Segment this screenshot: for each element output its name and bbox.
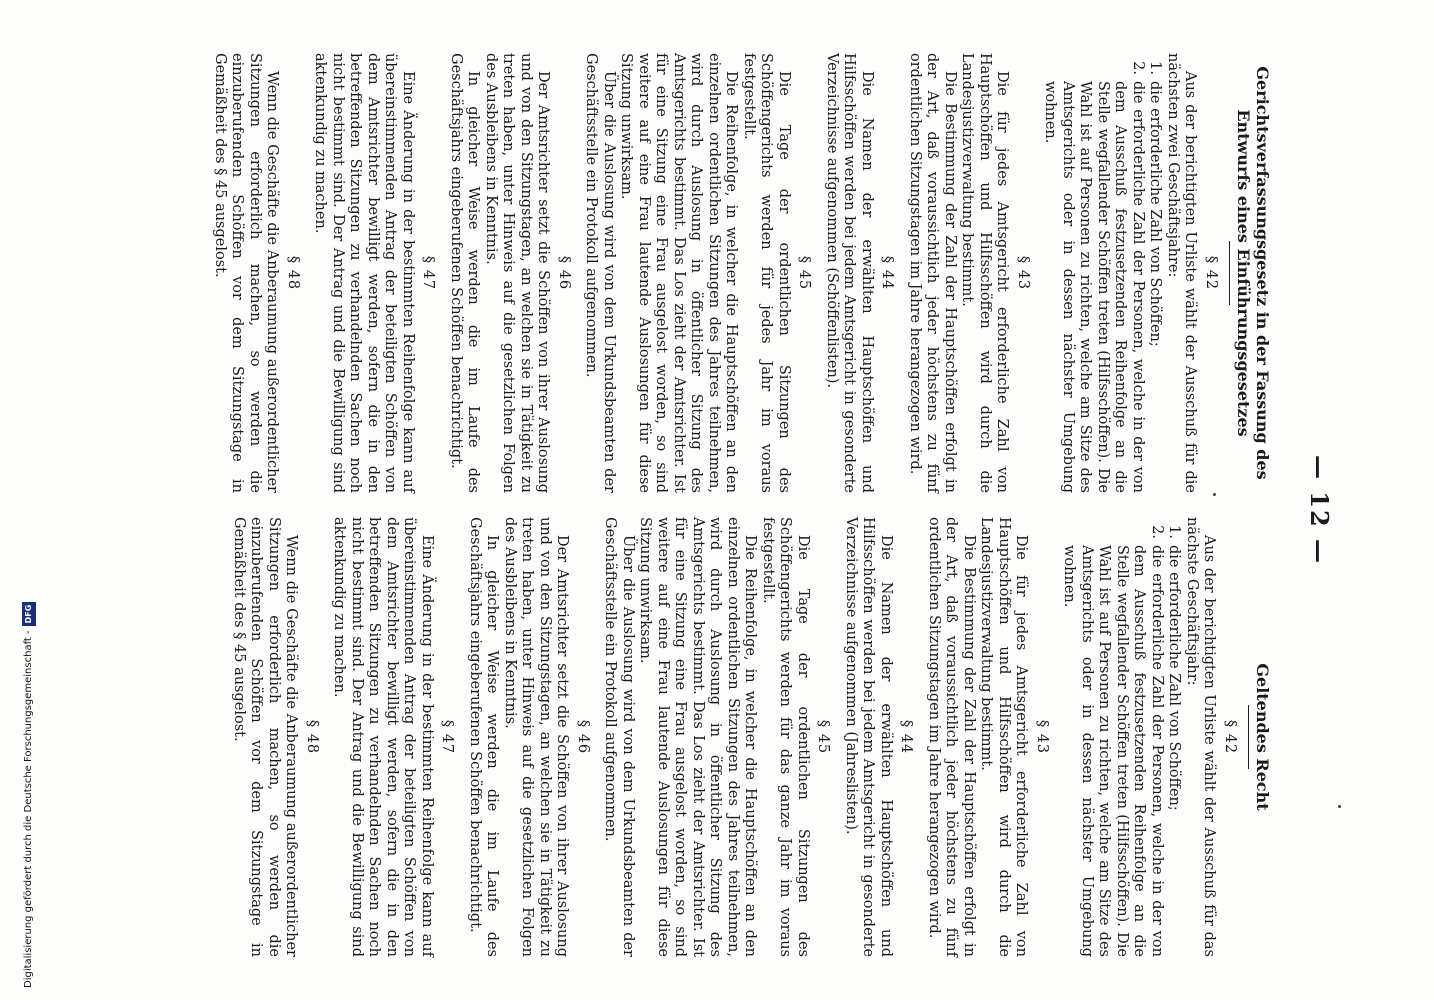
section-paragraph: Die für jedes Amtsgericht erforderliche Zahl von Hauptschöffen und Hilfsschöffen wird durch die Landesjustizverwaltung bestimmt. xyxy=(959,53,1011,493)
dfg-logo: DFG xyxy=(22,602,36,627)
section-block xyxy=(601,517,832,957)
section-block xyxy=(466,517,592,957)
section-block xyxy=(1041,53,1219,493)
section-paragraph: Die für jedes Amtsgericht erforderliche Zahl von Hauptschöffen und Hilfsschöffen wird durch die Landesjustizverwaltung bestimmt. xyxy=(978,517,1030,957)
section-paragraph: Der Amtsrichter setzt die Schöffen von ihrer Auslosung und von den Sitzungstagen, an welchen sie in Tätigkeit zu treten haben, unter Hinweis auf die gesetzlichen Folgen des Ausbleibens in Kenntnis. xyxy=(502,517,571,957)
section-paragraph: Aus der berichtigten Urliste wählt der Ausschuß für die nächsten zwei Geschäftsjahre: xyxy=(1165,53,1199,493)
section-block xyxy=(823,53,896,493)
section-paragraph: Die Tage der ordentlichen Sitzungen des Schöffengerichts werden für jedes Jahr im voraus festgestellt. xyxy=(741,53,792,493)
section-paragraph: Die Reihenfolge, in welcher die Hauptschöffen an den einzelnen ordentlichen Sitzungen des Jahres teilnehmen, wird durch Auslosung in öffentlicher Sitzung des Amtsgerichts bestimmt. Das Los zieht der Amtsrichter. Ist für eine Sitzung eine Frau ausgelost worden, so sind weitere auf eine Frau lautende Auslosungen für diese Sitzung unwirksam. xyxy=(637,517,759,957)
section-title: § 48 xyxy=(285,255,301,291)
numbered-list xyxy=(1041,53,1164,493)
list-item-text: die erforderliche Zahl der Personen, welche in der von dem Ausschuß festzusetzenden Reihenfolge an die Stelle wegfallender Schöffen treten (Hilfsschöffen). Die Wahl ist auf Personen zu richten, welche am Sitze des Amtsgerichts oder in dessen nächster Umgebung wohnen. xyxy=(1042,81,1146,493)
list-item xyxy=(1041,53,1146,493)
section-paragraph: Eine Änderung in der bestimmten Reihenfolge kann auf übereinstimmenden Antrag der beteiligten Schöffen von dem Amtsrichter bewilligt werden, sofern die in den betreffenden Sitzungen zu verhandelnden Sachen noch nicht bestimmt sind. Der Antrag und die Bewilligung sind aktenkundig zu machen. xyxy=(331,517,435,957)
section-title: § 46 xyxy=(575,719,591,755)
list-item xyxy=(1165,517,1183,957)
section-paragraph: Die Namen der erwählten Hauptschöffen und Hilfsschöffen werden bei jedem Amtsgericht in gesonderte Verzeichnisse aufgenommen (Jahreslisten). xyxy=(843,517,894,957)
list-item-number: 1. xyxy=(1166,525,1183,539)
section-title: § 44 xyxy=(879,255,896,291)
digitization-credit xyxy=(22,602,36,988)
section-paragraph: Die Reihenfolge, in welcher die Hauptschöffen an den einzelnen ordentlichen Sitzungen des Jahres teilnehmen, wird durch Auslosung in öffentlicher Sitzung des Amtsgerichts bestimmt. Das Los zieht der Amtsrichter. Ist für eine Sitzung eine Frau ausgelost worden, so sind weitere auf eine Frau lautende Auslosungen für diese Sitzung unwirksam. xyxy=(618,53,740,493)
section-paragraph: Der Amtsrichter setzt die Schöffen von ihrer Auslosung und von den Sitzungstagen, an welchen sie in Tätigkeit zu treten haben, unter Hinweis auf die gesetzlichen Folgen des Ausbleibens in Kenntnis. xyxy=(483,53,552,493)
heading-rule xyxy=(1229,241,1230,305)
section-paragraph: Die Bestimmung der Zahl der Hauptschöffen erfolgt in der Art, daß voraussichtlich jeder höchstens zu fünf ordentlichen Sitzungstagen im Jahre herangezogen wird. xyxy=(907,53,958,493)
section-block xyxy=(447,53,573,493)
section-paragraph: Über die Auslosung wird von dem Urkundsbeamten der Geschäftsstelle ein Protokoll aufgenommen. xyxy=(583,53,617,493)
list-item-number: 2. xyxy=(1149,525,1165,539)
right-column-current-law xyxy=(230,517,1273,957)
rotated-document-sheet xyxy=(94,35,1334,985)
list-item-text: die erforderliche Zahl der Personen, welche in der von dem Ausschuß festzusetzenden Reihenfolge an die Stelle wegfallender Schöffen treten (Hilfsschöffen). Die Wahl ist auf Personen zu richten, welche am Sitze des Amtsgerichts oder in dessen nächster Umgebung wohnen. xyxy=(1061,545,1165,957)
section-paragraph: Wenn die Geschäfte die Anberaumung außerordentlicher Sitzungen erforderlich machen, so werden die einzuberufenden Schöffen vor dem Sitzungstage in Gemäßheit des § 45 ausgelost. xyxy=(212,53,281,493)
numbered-list xyxy=(1060,517,1183,957)
list-item-text: die erforderliche Zahl von Schöffen; xyxy=(1166,545,1183,811)
section-title: § 44 xyxy=(898,719,915,755)
section-paragraph: Die Tage der ordentlichen Sitzungen des Schöffengerichts werden für das ganze Jahr im voraus festgestellt. xyxy=(760,517,811,957)
section-title: § 47 xyxy=(420,255,437,291)
right-sections xyxy=(230,517,1239,957)
heading-rule xyxy=(1248,705,1249,769)
section-title: § 47 xyxy=(439,719,456,755)
section-block xyxy=(230,517,321,957)
section-title: § 42 xyxy=(1203,255,1219,291)
section-paragraph: In gleicher Weise werden die im Laufe des Geschäftsjahrs eingeberufenen Schöffen benachrichtigt. xyxy=(448,53,482,493)
section-title: § 45 xyxy=(815,719,832,755)
credit-text: Digitalisierung gefördert durch die Deutsche Forschungsgemeinschaft - xyxy=(23,630,34,988)
right-column-heading: Geltendes Recht xyxy=(1253,663,1272,811)
section-paragraph: Eine Änderung in der bestimmten Reihenfolge kann auf übereinstimmenden Antrag der beteiligten Schöffen von dem Amtsrichter bewilligt werden, sofern die in den betreffenden Sitzungen zu verhandelnden Sachen noch nicht bestimmt sind. Der Antrag und die Bewilligung sind aktenkundig zu machen. xyxy=(312,53,416,493)
scan-speck xyxy=(1213,493,1216,496)
list-item xyxy=(1146,53,1164,493)
section-block xyxy=(906,53,1032,493)
section-block xyxy=(582,53,813,493)
section-block xyxy=(211,53,302,493)
section-paragraph: Aus der berichtigten Urliste wählt der Ausschuß für das nächste Geschäftsjahr: xyxy=(1184,517,1218,957)
section-title: § 48 xyxy=(304,719,320,755)
section-paragraph: Die Namen der erwählten Hauptschöffen und Hilfsschöffen werden bei jedem Amtsgericht in gesonderte Verzeichnisse aufgenommen (Schöffenlisten). xyxy=(824,53,875,493)
section-title: § 42 xyxy=(1222,719,1238,755)
section-block xyxy=(311,53,437,493)
section-paragraph: Wenn die Geschäfte die Anberaumung außerordentlicher Sitzungen erforderlich machen, so werden die einzuberufenden Schöffen vor dem Sitzungstage in Gemäßheit des § 45 ausgelost. xyxy=(231,517,300,957)
left-column-draft-law xyxy=(211,53,1273,493)
section-block xyxy=(1060,517,1238,957)
section-title: § 43 xyxy=(1015,255,1031,291)
section-block xyxy=(925,517,1051,957)
list-item-number: 1. xyxy=(1147,61,1164,75)
section-paragraph: Über die Auslosung wird von dem Urkundsbeamten der Geschäftsstelle ein Protokoll aufgenommen. xyxy=(602,517,636,957)
left-sections xyxy=(211,53,1220,493)
scan-speck xyxy=(1338,805,1341,808)
section-block xyxy=(330,517,456,957)
page-number: — 12 — xyxy=(1305,454,1334,566)
left-column-heading: Gerichtsverfassungsgesetz in der Fassung des Entwurfs eines Einführungsgesetzes xyxy=(1234,66,1272,480)
list-item-text: die erforderliche Zahl von Schöffen; xyxy=(1147,81,1164,347)
list-item xyxy=(1060,517,1165,957)
section-block xyxy=(842,517,915,957)
list-item-number: 2. xyxy=(1130,61,1146,75)
section-paragraph: Die Bestimmung der Zahl der Hauptschöffen erfolgt in der Art, daß voraussichtlich jeder höchstens zu fünf ordentlichen Sitzungstagen im Jahre herangezogen wird. xyxy=(926,517,977,957)
section-paragraph: In gleicher Weise werden die im Laufe des Geschäftsjahrs eingeberufenen Schöffen benachrichtigt. xyxy=(467,517,501,957)
section-title: § 46 xyxy=(556,255,572,291)
section-title: § 43 xyxy=(1034,719,1050,755)
section-title: § 45 xyxy=(796,255,813,291)
